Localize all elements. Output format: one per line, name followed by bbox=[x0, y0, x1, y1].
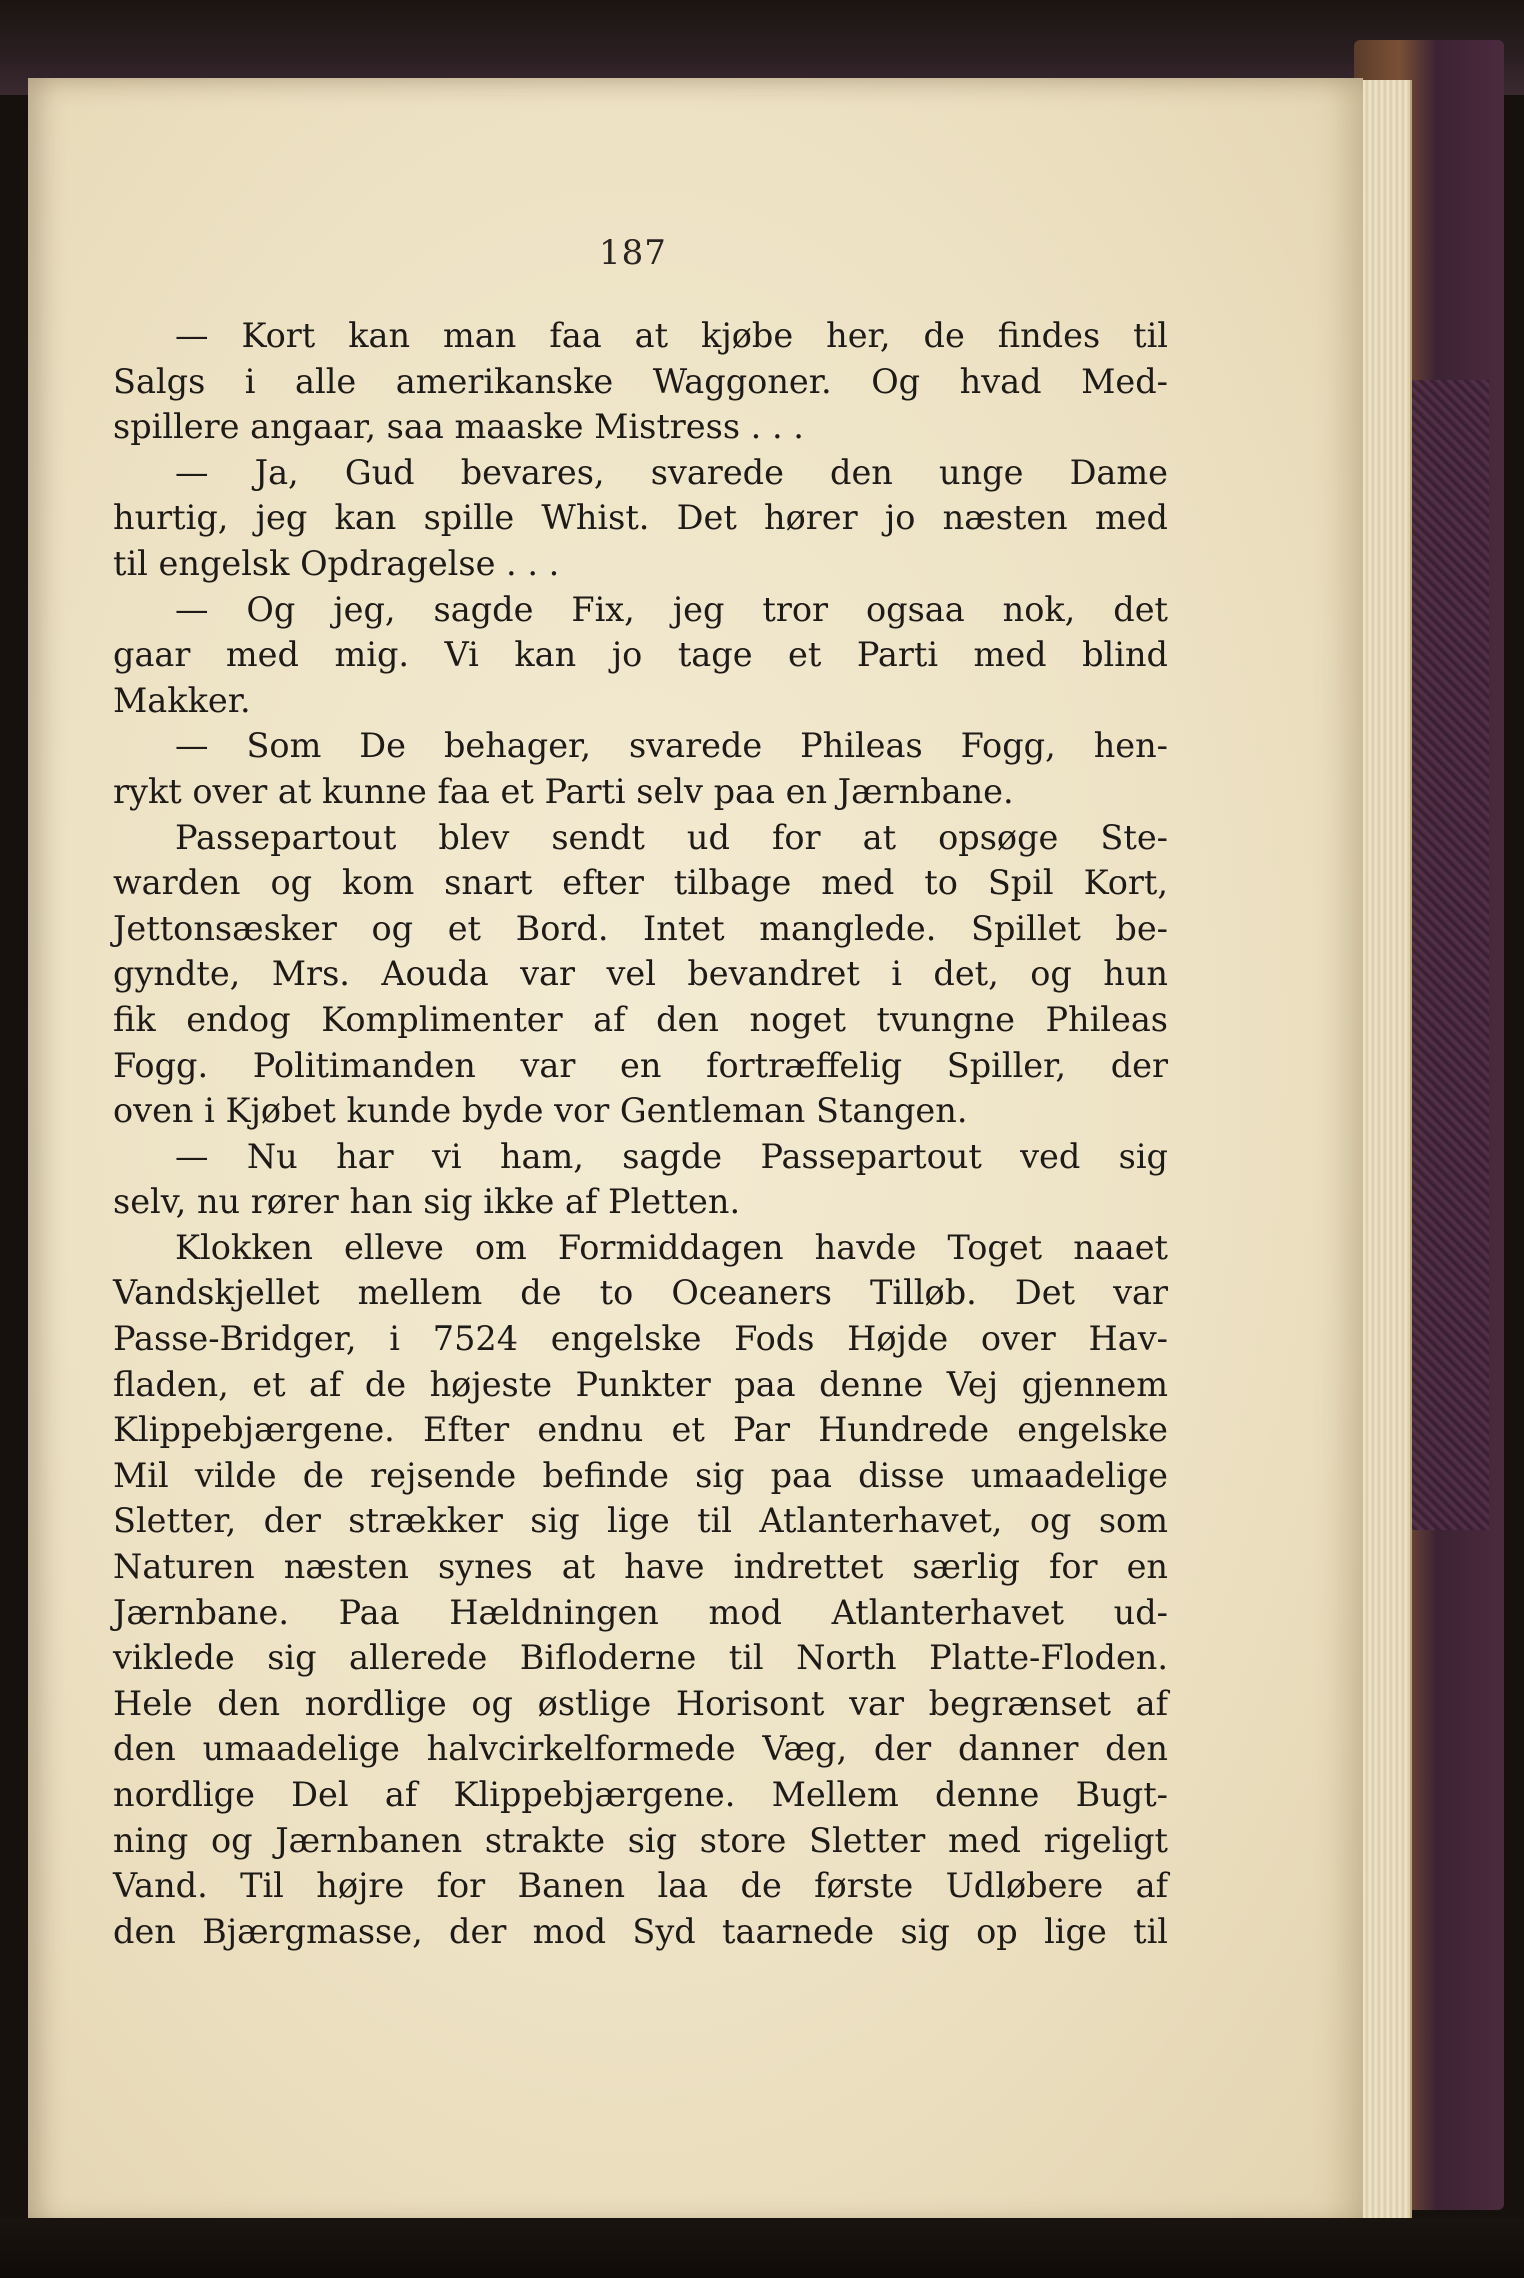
text-line: den umaadelige halvcirkelformede Væg, der danner den bbox=[113, 1729, 1168, 1769]
text-line: Jettonsæsker og et Bord. Intet manglede. Spillet be- bbox=[113, 908, 1168, 948]
text-line: viklede sig allerede Bifloderne til North Platte-Floden. bbox=[113, 1638, 1168, 1678]
text-line: Klippebjærgene. Efter endnu et Par Hundrede engelske bbox=[113, 1410, 1168, 1450]
text-line: Passe-Bridger, i 7524 engelske Fods Højde over Hav- bbox=[113, 1319, 1168, 1359]
text-line: selv, nu rører han sig ikke af Pletten. bbox=[113, 1182, 741, 1222]
text-line: Hele den nordlige og østlige Horisont var begrænset af bbox=[113, 1683, 1168, 1723]
scan-bottom-edge bbox=[0, 2218, 1524, 2278]
text-line: Vandskjellet mellem de to Oceaners Tilløb. Det var bbox=[113, 1273, 1168, 1313]
text-line: — Kort kan man faa at kjøbe her, de findes til bbox=[175, 316, 1168, 355]
text-line: nordlige Del af Klippebjærgene. Mellem denne Bugt- bbox=[113, 1775, 1168, 1814]
text-line: spillere angaar, saa maaske Mistress . . . bbox=[113, 407, 804, 447]
text-line: Fogg. Politimanden var en fortræffelig Spiller, der bbox=[113, 1045, 1168, 1085]
book-page bbox=[28, 78, 1363, 2228]
text-line: Sletter, der strækker sig lige til Atlanterhavet, og som bbox=[113, 1501, 1168, 1541]
text-line: — Som De behager, svarede Phileas Fogg, hen- bbox=[175, 726, 1168, 766]
text-line: Mil vilde de rejsende befinde sig paa disse umaadelige bbox=[113, 1455, 1168, 1495]
text-line: den Bjærgmasse, der mod Syd taarnede sig op lige til bbox=[113, 1911, 1168, 1951]
text-line: gyndte, Mrs. Aouda var vel bevandret i det, og hun bbox=[113, 954, 1168, 994]
text-line: oven i Kjøbet kunde byde vor Gentleman Stangen. bbox=[113, 1091, 968, 1131]
text-line: hurtig, jeg kan spille Whist. Det hører jo næsten med bbox=[113, 498, 1168, 538]
text-line: Salgs i alle amerikanske Waggoner. Og hvad Med- bbox=[113, 361, 1168, 401]
text-line: — Ja, Gud bevares, svarede den unge Dame bbox=[175, 452, 1168, 492]
text-line: Makker. bbox=[113, 680, 251, 720]
text-line: Klokken elleve om Formiddagen havde Toget naaet bbox=[175, 1227, 1168, 1267]
text-line: Jærnbane. Paa Hældningen mod Atlanterhavet ud- bbox=[113, 1592, 1168, 1632]
text-line: — Og jeg, sagde Fix, jeg tror ogsaa nok, det bbox=[175, 589, 1168, 629]
text-line: Passepartout blev sendt ud for at opsøge Ste- bbox=[175, 817, 1168, 857]
text-line: Vand. Til højre for Banen laa de første Udløbere af bbox=[113, 1866, 1168, 1906]
text-line: fladen, et af de højeste Punkter paa denne Vej gjennem bbox=[113, 1364, 1168, 1404]
page-number: 187 bbox=[599, 233, 667, 273]
text-line: — Nu har vi ham, sagde Passepartout ved sig bbox=[175, 1136, 1168, 1176]
text-line: warden og kom snart efter tilbage med to Spil Kort, bbox=[113, 863, 1168, 903]
text-line: Naturen næsten synes at have indrettet særlig for en bbox=[113, 1547, 1168, 1587]
text-line: til engelsk Opdragelse . . . bbox=[113, 543, 560, 583]
text-line: fik endog Komplimenter af den noget tvungne Phileas bbox=[113, 999, 1168, 1039]
text-line: gaar med mig. Vi kan jo tage et Parti med blind bbox=[113, 635, 1168, 675]
text-line: rykt over at kunne faa et Parti selv paa en Jærnbane. bbox=[113, 771, 1014, 811]
page-text bbox=[113, 313, 1168, 1954]
text-line: ning og Jærnbanen strakte sig store Sletter med rigeligt bbox=[113, 1820, 1168, 1860]
